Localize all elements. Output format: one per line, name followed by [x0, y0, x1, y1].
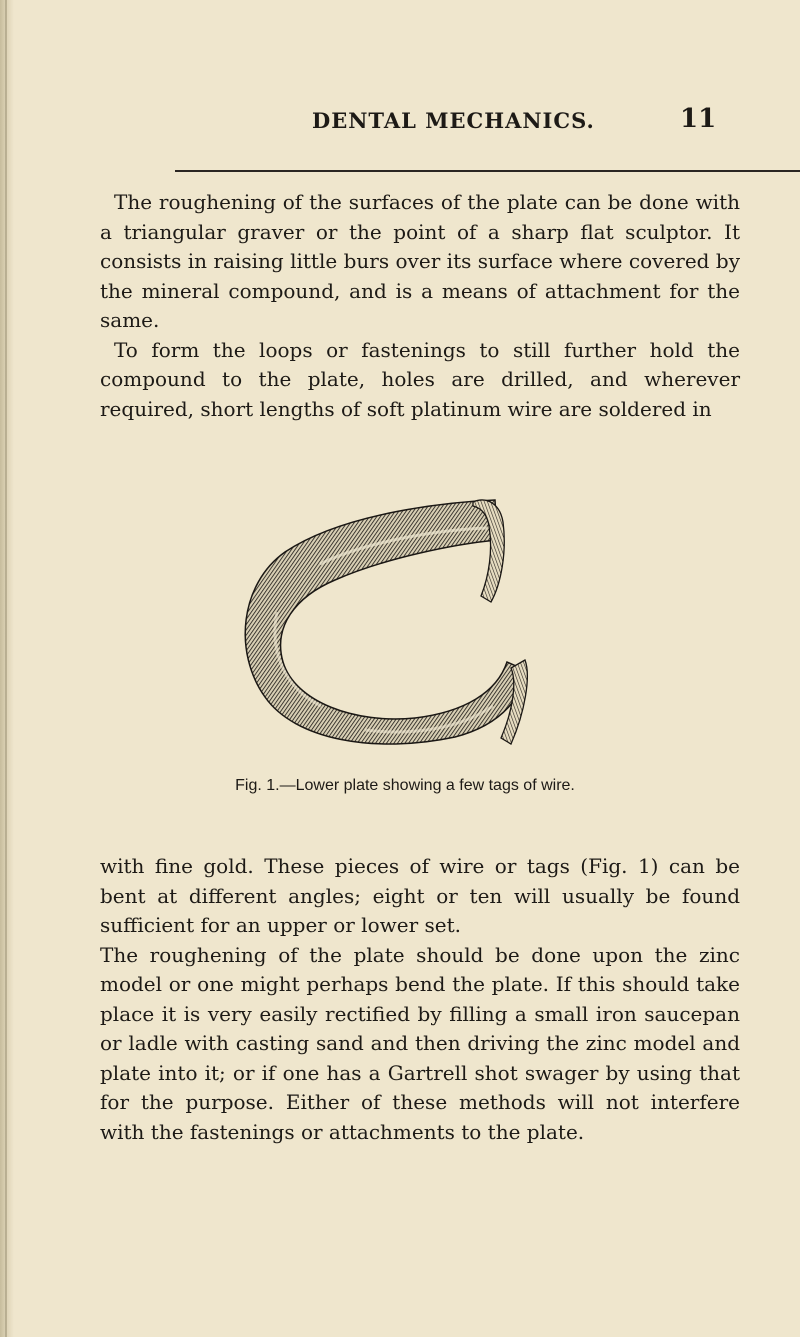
header-rule [175, 170, 800, 172]
paragraph: The roughening of the surfaces of the plate can be done with a triangular graver or the point of a sharp flat sculptor. It consists in raising little burs over its surface where covered by the mineral compound, and is a means of attachment for the same. [100, 190, 740, 332]
page-binding-shadow [0, 0, 14, 1337]
plate-body [245, 500, 525, 744]
body-text-bottom [100, 852, 740, 1147]
paragraph: To form the loops or fastenings to still further hold the compound to the plate, holes are drilled, and wherever required, short lengths of soft platinum wire are soldered in [100, 337, 740, 421]
paragraph: with fine gold. These pieces of wire or tags (Fig. 1) can be bent at different angles; eight or ten will usually be found sufficient for an upper or lower set. [100, 854, 740, 937]
page-header [0, 104, 800, 144]
lower-plate-illustration [225, 492, 565, 757]
page-binding-edge [5, 0, 7, 1337]
running-title: DENTAL MECHANICS. [312, 108, 595, 133]
caption-text: Fig. 1.—Lower plate showing a few tags of wire. [235, 777, 575, 794]
paragraph: The roughening of the plate should be done upon the zinc model or one might perhaps bend the plate. If this should take place it is very easily rectified by filling a small iron saucepan or ladle with casting sand and then driving the zinc model and plate into it; or if one has a Gartrell shot swager by using that for the purpose. Either of these methods will not interfere with the fastenings or attachments to the plate. [100, 942, 740, 1144]
page-number: 11 [680, 104, 717, 134]
figure-lower-plate [225, 492, 565, 757]
figure-caption [0, 777, 800, 795]
body-text-top [100, 188, 740, 424]
